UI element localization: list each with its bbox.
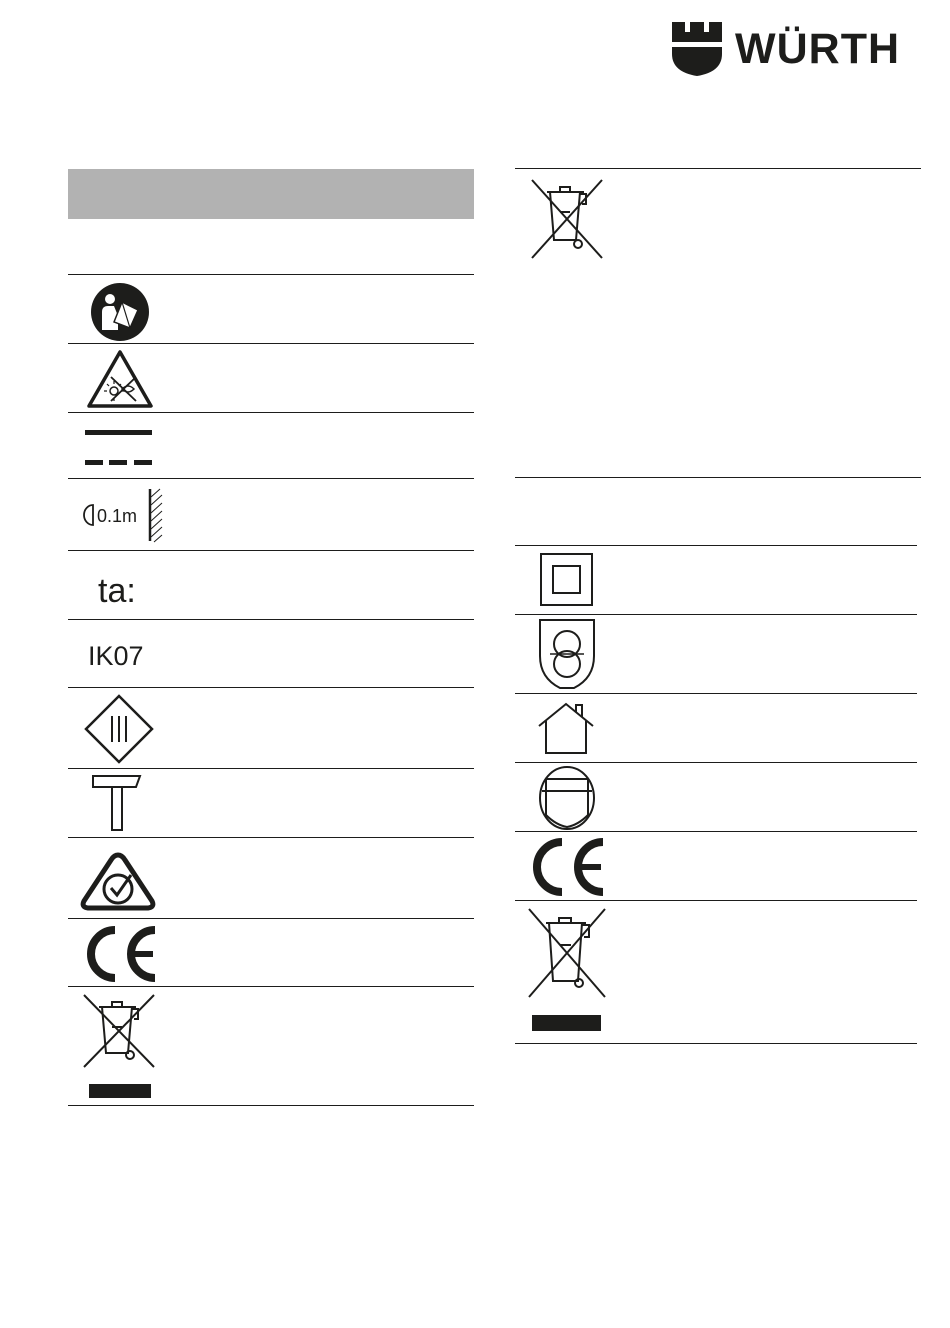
- row-divider: [515, 900, 917, 901]
- row-divider: [515, 693, 917, 694]
- row-divider: [515, 831, 917, 832]
- row-divider: [68, 274, 474, 275]
- safety-transformer-icon: [538, 618, 596, 690]
- row-divider: [515, 1043, 917, 1044]
- read-manual-icon: [90, 282, 150, 342]
- indoor-use-icon: [537, 702, 595, 756]
- direct-current-icon: [85, 428, 153, 470]
- table-header-bar: [68, 169, 474, 219]
- protection-class-2-icon: [540, 553, 594, 607]
- brand-name: WÜRTH: [735, 25, 901, 73]
- row-divider: [68, 687, 474, 688]
- weee-bin-icon: [530, 178, 604, 260]
- ce-mark-icon: [527, 839, 607, 895]
- rcm-mark-icon: [79, 851, 157, 911]
- hammer-icon: [92, 775, 142, 833]
- row-divider: [68, 550, 474, 551]
- row-divider: [68, 412, 474, 413]
- row-divider: [68, 986, 474, 987]
- min-distance-label: 0.1m: [97, 506, 138, 526]
- row-divider: [68, 1105, 474, 1106]
- row-divider: [68, 768, 474, 769]
- row-divider: [515, 762, 917, 763]
- wurth-emblem-icon: [672, 22, 722, 76]
- row-divider: [515, 477, 921, 478]
- ambient-temperature-label: ta:: [98, 572, 136, 610]
- protection-class-3-icon: [84, 694, 154, 764]
- row-divider: [68, 343, 474, 344]
- ce-mark-icon: [81, 927, 159, 981]
- weee-bin-with-bar-icon: [82, 993, 156, 1101]
- row-divider: [515, 614, 917, 615]
- safety-glass-shield-icon: [538, 765, 596, 831]
- do-not-look-into-light-icon: [86, 349, 154, 409]
- row-divider: [68, 837, 474, 838]
- impact-protection-label: IK07: [88, 641, 144, 671]
- row-divider: [68, 918, 474, 919]
- row-divider: [515, 545, 917, 546]
- row-divider: [68, 619, 474, 620]
- row-divider: [68, 478, 474, 479]
- row-divider: [515, 168, 921, 169]
- weee-bin-with-bar-icon: [527, 907, 607, 1033]
